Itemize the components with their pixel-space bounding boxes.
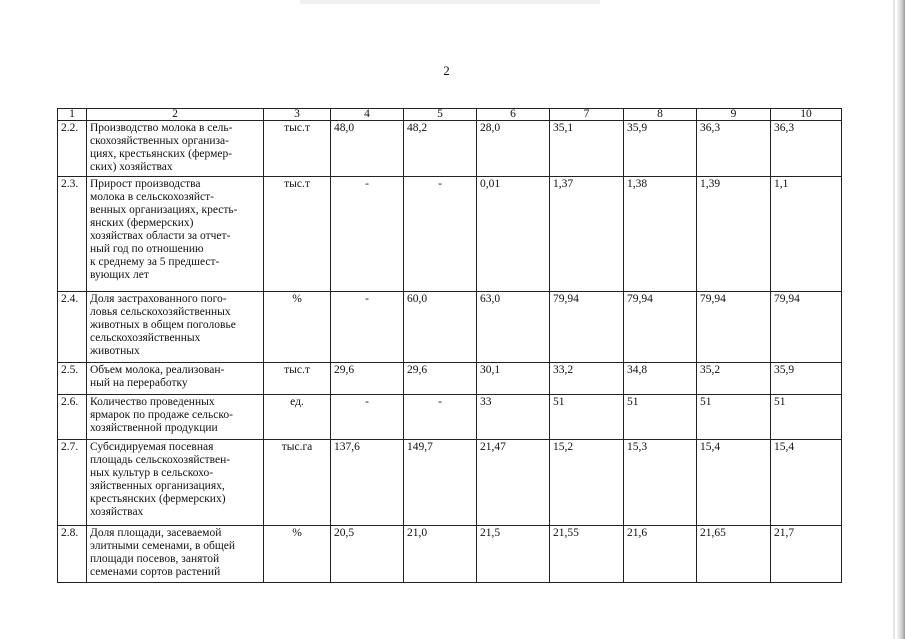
value-cell: 29,6 bbox=[331, 363, 404, 395]
unit-cell: % bbox=[264, 292, 331, 363]
row-number: 2.3. bbox=[58, 177, 87, 292]
value-cell: 36,3 bbox=[771, 121, 842, 177]
value-cell: 21,55 bbox=[550, 526, 624, 583]
value-cell: 1,1 bbox=[771, 177, 842, 292]
indicator-name: Количество проведенных ярмарок по продаже сельско- хозяйственной продукции bbox=[87, 395, 264, 440]
value-cell: 51 bbox=[771, 395, 842, 440]
row-number: 2.5. bbox=[58, 363, 87, 395]
unit-cell: % bbox=[264, 526, 331, 583]
scan-edge-line bbox=[893, 0, 895, 639]
value-cell: 35,9 bbox=[771, 363, 842, 395]
indicator-name: Доля застрахованного пого- ловья сельскохозяйственных животных в общем поголовье сельскохозяйственных животных bbox=[87, 292, 264, 363]
value-cell: - bbox=[331, 292, 404, 363]
value-cell: 15,2 bbox=[550, 440, 624, 526]
value-cell: 20,5 bbox=[331, 526, 404, 583]
value-cell: 79,94 bbox=[624, 292, 697, 363]
value-cell: 29,6 bbox=[404, 363, 477, 395]
page-number: 2 bbox=[443, 63, 450, 78]
table-row bbox=[58, 440, 842, 526]
value-cell: 149,7 bbox=[404, 440, 477, 526]
value-cell: 137,6 bbox=[331, 440, 404, 526]
indicators-table bbox=[57, 108, 842, 583]
unit-cell: тыс.га bbox=[264, 440, 331, 526]
value-cell: 79,94 bbox=[771, 292, 842, 363]
value-cell: 48,0 bbox=[331, 121, 404, 177]
value-cell: 36,3 bbox=[697, 121, 771, 177]
value-cell: - bbox=[404, 177, 477, 292]
table-row bbox=[58, 363, 842, 395]
header-cell: 9 bbox=[697, 109, 771, 121]
value-cell: 1,39 bbox=[697, 177, 771, 292]
value-cell: 79,94 bbox=[550, 292, 624, 363]
value-cell: 51 bbox=[550, 395, 624, 440]
value-cell: 34,8 bbox=[624, 363, 697, 395]
indicator-name: Объем молока, реализован- ный на переработку bbox=[87, 363, 264, 395]
value-cell: 79,94 bbox=[697, 292, 771, 363]
value-cell: 30,1 bbox=[477, 363, 550, 395]
value-cell: 21,0 bbox=[404, 526, 477, 583]
unit-cell: тыс.т bbox=[264, 121, 331, 177]
value-cell: 51 bbox=[624, 395, 697, 440]
indicator-name: Прирост производства молока в сельскохозяйст- венных организациях, кресть- янских (фермерских) хозяйствах области за отчет- ный год по отношению к среднему за 5 предшест- вующих лет bbox=[87, 177, 264, 292]
value-cell: 51 bbox=[697, 395, 771, 440]
header-cell: 5 bbox=[404, 109, 477, 121]
unit-cell: ед. bbox=[264, 395, 331, 440]
value-cell: 21,47 bbox=[477, 440, 550, 526]
row-number: 2.2. bbox=[58, 121, 87, 177]
indicator-name: Доля площади, засеваемой элитными семенами, в общей площади посевов, занятой семенами сортов растений bbox=[87, 526, 264, 583]
value-cell: 0,01 bbox=[477, 177, 550, 292]
header-cell: 10 bbox=[771, 109, 842, 121]
unit-cell: тыс.т bbox=[264, 363, 331, 395]
value-cell: 15,4 bbox=[697, 440, 771, 526]
table-header-row bbox=[58, 109, 842, 121]
header-cell: 7 bbox=[550, 109, 624, 121]
header-cell: 3 bbox=[264, 109, 331, 121]
indicator-name: Субсидируемая посевная площадь сельскохозяйствен- ных культур в сельскохо- зяйственных организациях, крестьянских (фермерских) хозяйствах bbox=[87, 440, 264, 526]
header-cell: 8 bbox=[624, 109, 697, 121]
row-number: 2.6. bbox=[58, 395, 87, 440]
row-number: 2.8. bbox=[58, 526, 87, 583]
value-cell: 15,3 bbox=[624, 440, 697, 526]
unit-cell: тыс.т bbox=[264, 177, 331, 292]
header-cell: 6 bbox=[477, 109, 550, 121]
row-number: 2.7. bbox=[58, 440, 87, 526]
value-cell: 35,1 bbox=[550, 121, 624, 177]
value-cell: 35,2 bbox=[697, 363, 771, 395]
table-row bbox=[58, 121, 842, 177]
header-cell: 1 bbox=[58, 109, 87, 121]
table-row bbox=[58, 526, 842, 583]
header-cell: 4 bbox=[331, 109, 404, 121]
value-cell: 21,6 bbox=[624, 526, 697, 583]
value-cell: - bbox=[331, 177, 404, 292]
value-cell: 48,2 bbox=[404, 121, 477, 177]
table-row bbox=[58, 177, 842, 292]
scan-edge-top bbox=[300, 0, 600, 4]
value-cell: 21,5 bbox=[477, 526, 550, 583]
value-cell: - bbox=[404, 395, 477, 440]
value-cell: - bbox=[331, 395, 404, 440]
value-cell: 21,65 bbox=[697, 526, 771, 583]
table-row bbox=[58, 395, 842, 440]
value-cell: 1,38 bbox=[624, 177, 697, 292]
value-cell: 1,37 bbox=[550, 177, 624, 292]
indicator-name: Производство молока в сель- скохозяйственных организа- циях, крестьянских (фермер- ских) хозяйствах bbox=[87, 121, 264, 177]
table-row bbox=[58, 292, 842, 363]
value-cell: 15,4 bbox=[771, 440, 842, 526]
value-cell: 33 bbox=[477, 395, 550, 440]
row-number: 2.4. bbox=[58, 292, 87, 363]
value-cell: 63,0 bbox=[477, 292, 550, 363]
value-cell: 21,7 bbox=[771, 526, 842, 583]
value-cell: 35,9 bbox=[624, 121, 697, 177]
scan-edge-right bbox=[897, 0, 905, 639]
value-cell: 60,0 bbox=[404, 292, 477, 363]
value-cell: 33,2 bbox=[550, 363, 624, 395]
header-cell: 2 bbox=[87, 109, 264, 121]
value-cell: 28,0 bbox=[477, 121, 550, 177]
